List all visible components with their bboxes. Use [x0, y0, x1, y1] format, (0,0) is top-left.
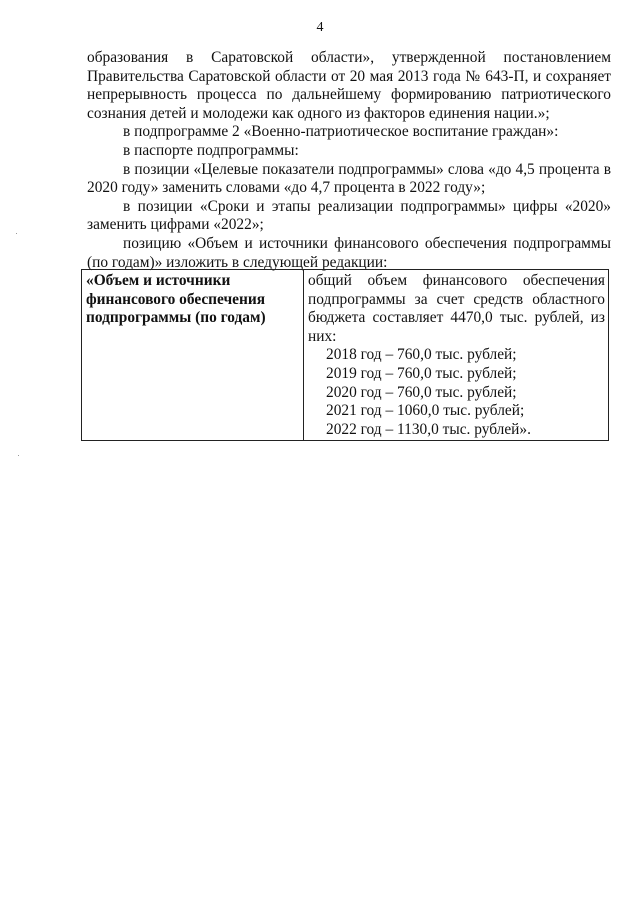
funding-total-text: общий объем финансового обеспечения подпрограммы за счет средств областного бюджета составляет 4470,0 тыс. рублей, из них: [308, 272, 605, 345]
funding-year-2018: 2018 год – 760,0 тыс. рублей; [326, 346, 517, 364]
paragraph-terms-stages: в позиции «Сроки и этапы реализации подпрограммы» цифры «2020» заменить цифрами «2022»; [87, 197, 611, 234]
scan-speck [16, 233, 17, 234]
funding-year-2021: 2021 год – 1060,0 тыс. рублей; [326, 402, 525, 420]
page-number: 4 [316, 20, 324, 35]
scan-speck [18, 455, 19, 456]
document-body [87, 49, 611, 272]
paragraph-target-indicators: в позиции «Целевые показатели подпрограммы» слова «до 4,5 процента в 2020 году» заменить словами «до 4,7 процента в 2022 году»; [87, 160, 611, 197]
funding-year-2022: 2022 год – 1130,0 тыс. рублей». [326, 420, 531, 438]
paragraph-funding-position: позицию «Объем и источники финансового обеспечения подпрограммы (по годам)» изложить в следующей редакции: [87, 234, 611, 271]
funding-year-2020: 2020 год – 760,0 тыс. рублей; [326, 383, 517, 401]
paragraph-subprogram-2: в подпрограмме 2 «Военно-патриотическое воспитание граждан»: [123, 123, 559, 141]
funding-table [81, 269, 609, 441]
table-label-cell: «Объем и источники финансового обеспечения подпрограммы (по годам) [82, 270, 304, 441]
funding-year-2019: 2019 год – 760,0 тыс. рублей; [326, 364, 517, 382]
table-row [82, 270, 609, 441]
paragraph-passport: в паспорте подпрограммы: [123, 141, 299, 159]
table-value-cell [304, 270, 609, 441]
paragraph-continuation: образования в Саратовской области», утвержденной постановлением Правительства Саратовской области от 20 мая 2013 года № 643-П, и сохраняет непрерывность процесса по дальнейшему формированию патриотического сознания детей и молодежи как одного из факторов единения нации.»; [87, 49, 611, 122]
